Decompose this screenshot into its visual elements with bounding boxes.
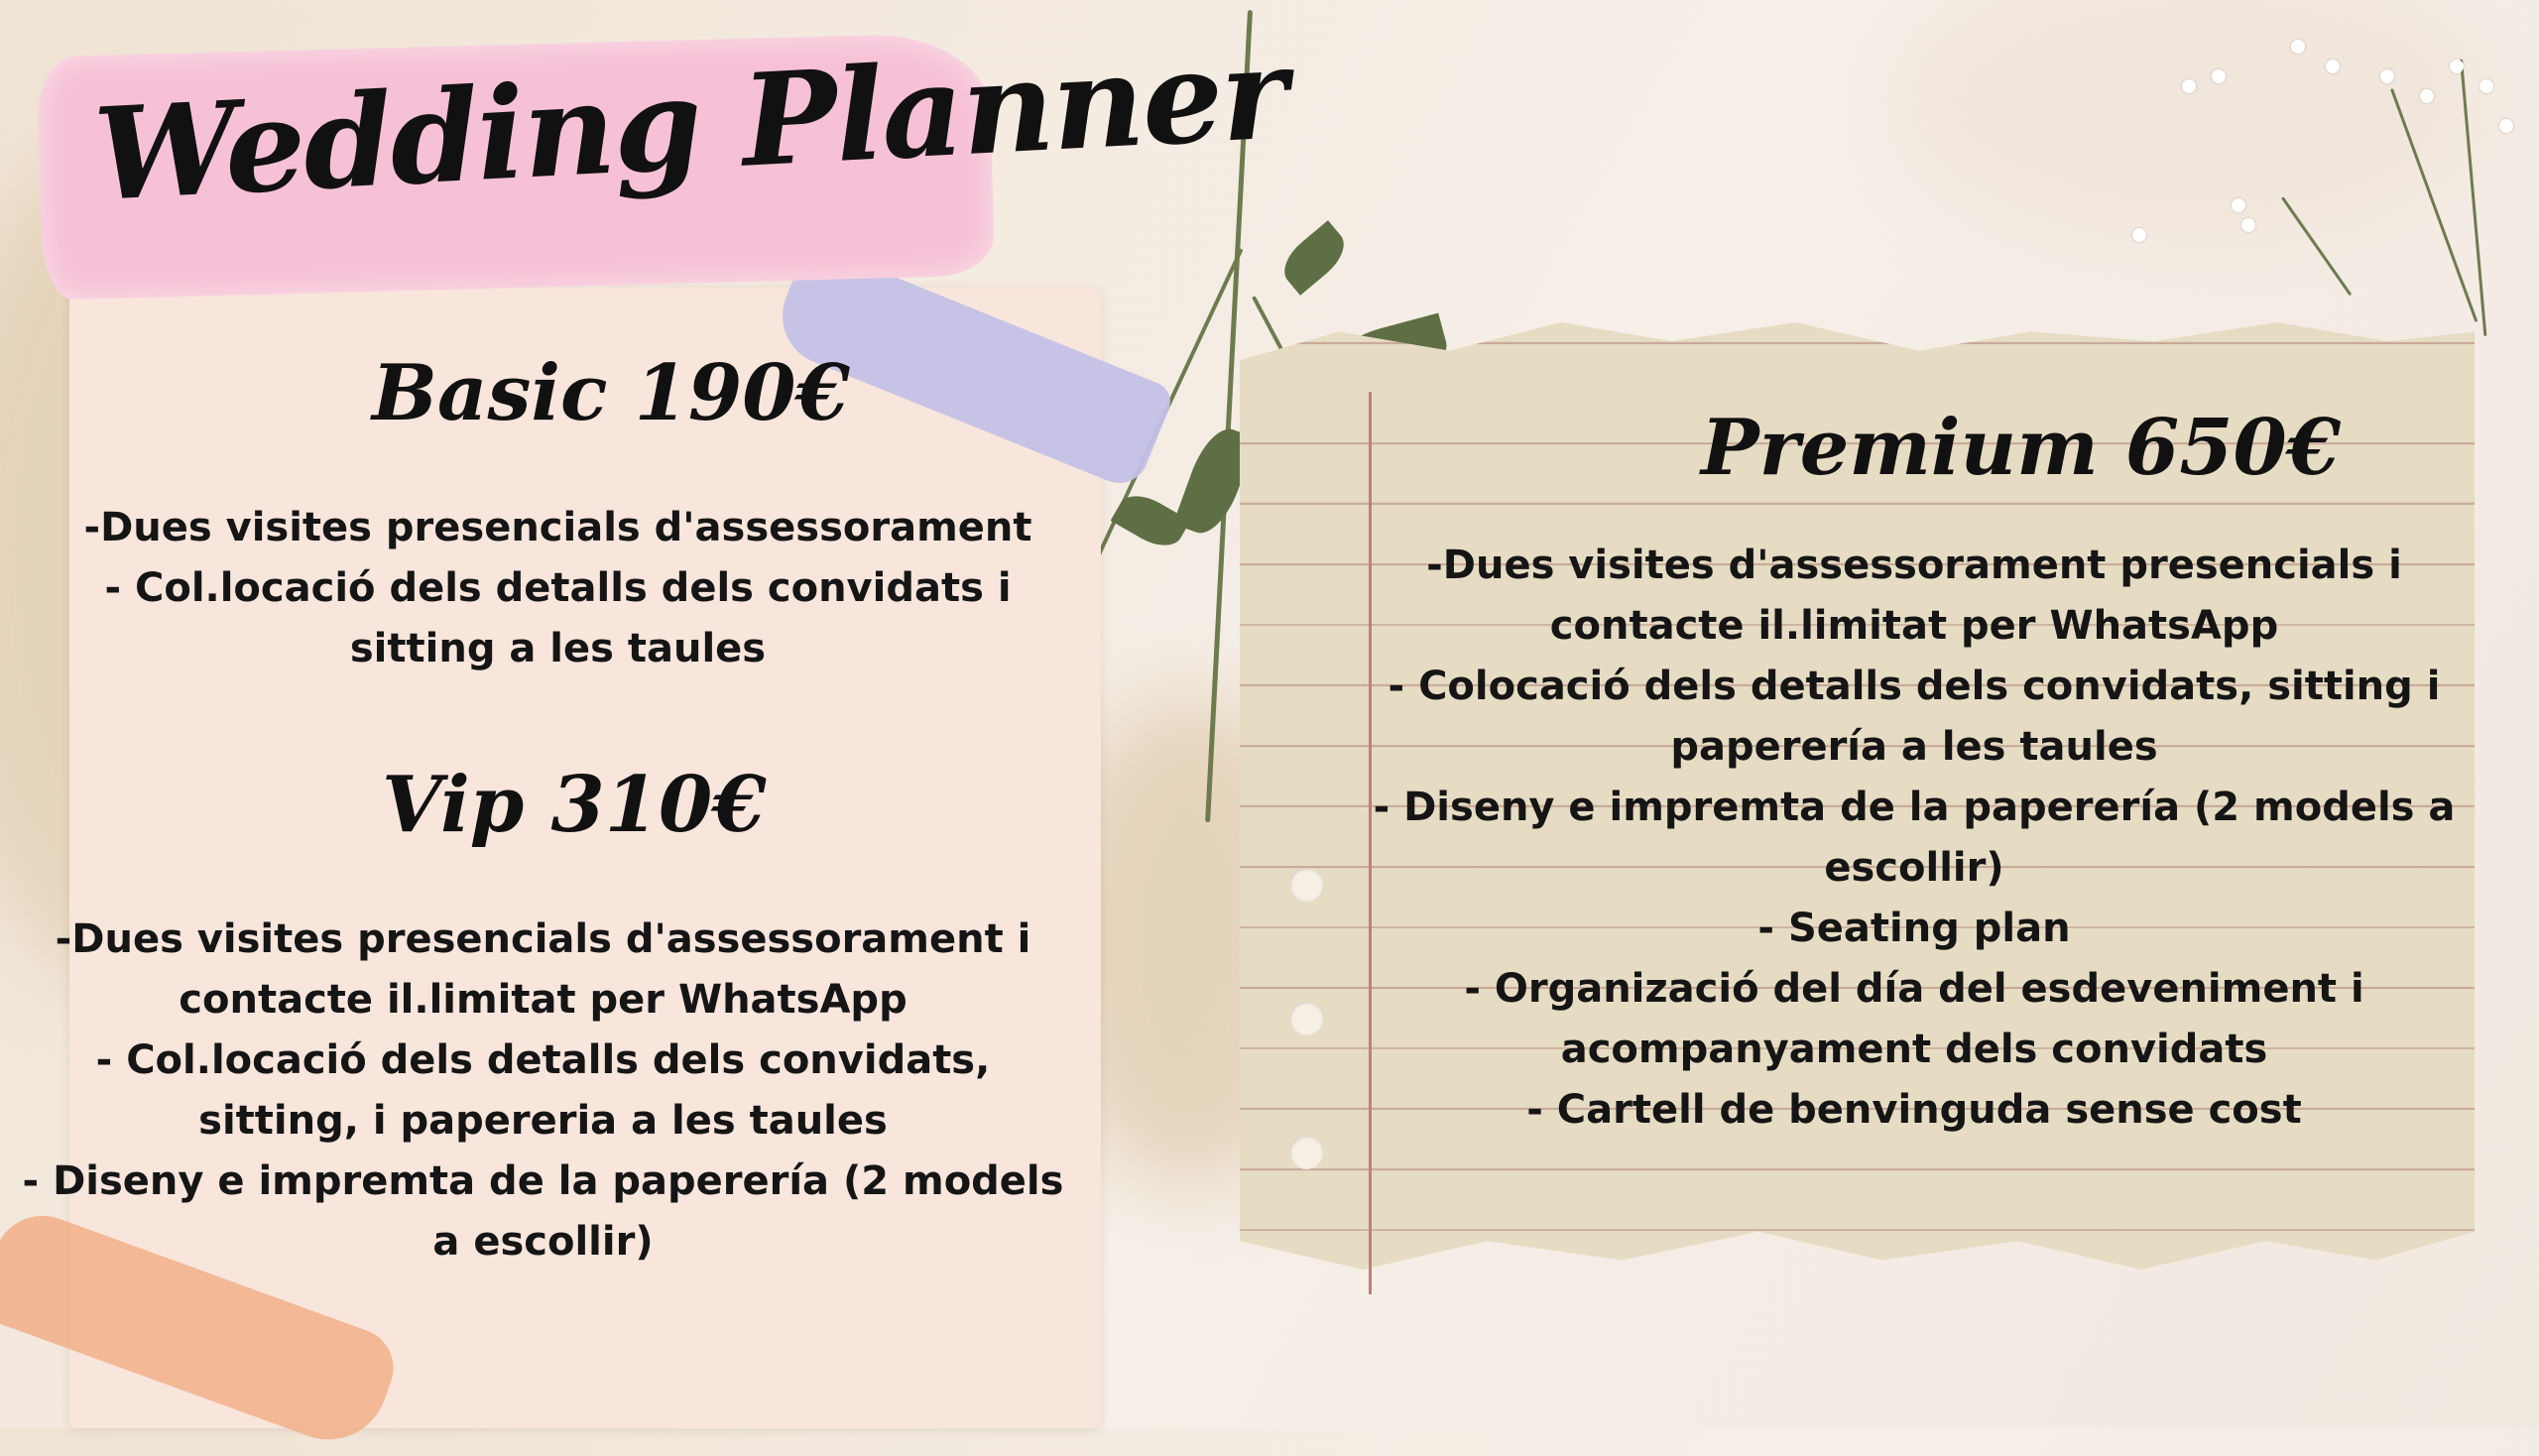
plan-title-premium: Premium 650€ xyxy=(1701,403,2342,493)
feature-line: paperería a les taules xyxy=(1670,724,2158,770)
feature-line: a escollir) xyxy=(432,1219,654,1265)
feature-line: - Seating plan xyxy=(1757,906,2071,951)
feature-line: - Organizació del día del esdeveniment i xyxy=(1464,966,2364,1012)
feature-line: - Diseny e impremta de la paperería (2 models xyxy=(22,1158,1064,1204)
plan-title-basic: Basic 190€ xyxy=(372,348,850,438)
feature-line: acompanyament dels convidats xyxy=(1560,1027,2268,1072)
paper-hole xyxy=(1289,868,1323,902)
feature-line: sitting, i papereria a les taules xyxy=(198,1098,888,1144)
feature-line: -Dues visites d'assessorament presencials i xyxy=(1426,543,2402,588)
feature-line: - Col.locació dels detalls dels convidats, xyxy=(95,1037,991,1083)
feature-line: -Dues visites presencials d'assessorament i xyxy=(55,916,1031,962)
plan-features-basic xyxy=(40,498,1076,679)
feature-line: contacte il.limitat per WhatsApp xyxy=(1549,603,2279,649)
feature-line: - Diseny e impremta de la paperería (2 models a xyxy=(1373,785,2456,830)
feature-line: - Cartell de benvinguda sense cost xyxy=(1526,1087,2302,1133)
feature-line: - Col.locació dels detalls dels convidats i xyxy=(104,565,1012,611)
background-blur-top-right xyxy=(1884,0,2479,248)
feature-line: -Dues visites presencials d'assessorament xyxy=(83,505,1032,550)
feature-line: - Colocació dels detalls dels convidats, sitting i xyxy=(1388,664,2441,709)
feature-line: sitting a les taules xyxy=(349,626,767,671)
paper-hole xyxy=(1289,1002,1323,1035)
paper-hole xyxy=(1289,1136,1323,1169)
feature-line: escollir) xyxy=(1824,845,2004,891)
plan-features-premium xyxy=(1354,536,2475,1141)
plan-features-vip xyxy=(0,910,1086,1273)
page-title: Wedding Planner xyxy=(90,19,1290,230)
feature-line: contacte il.limitat per WhatsApp xyxy=(179,977,907,1023)
plan-title-vip: Vip 310€ xyxy=(382,760,767,850)
